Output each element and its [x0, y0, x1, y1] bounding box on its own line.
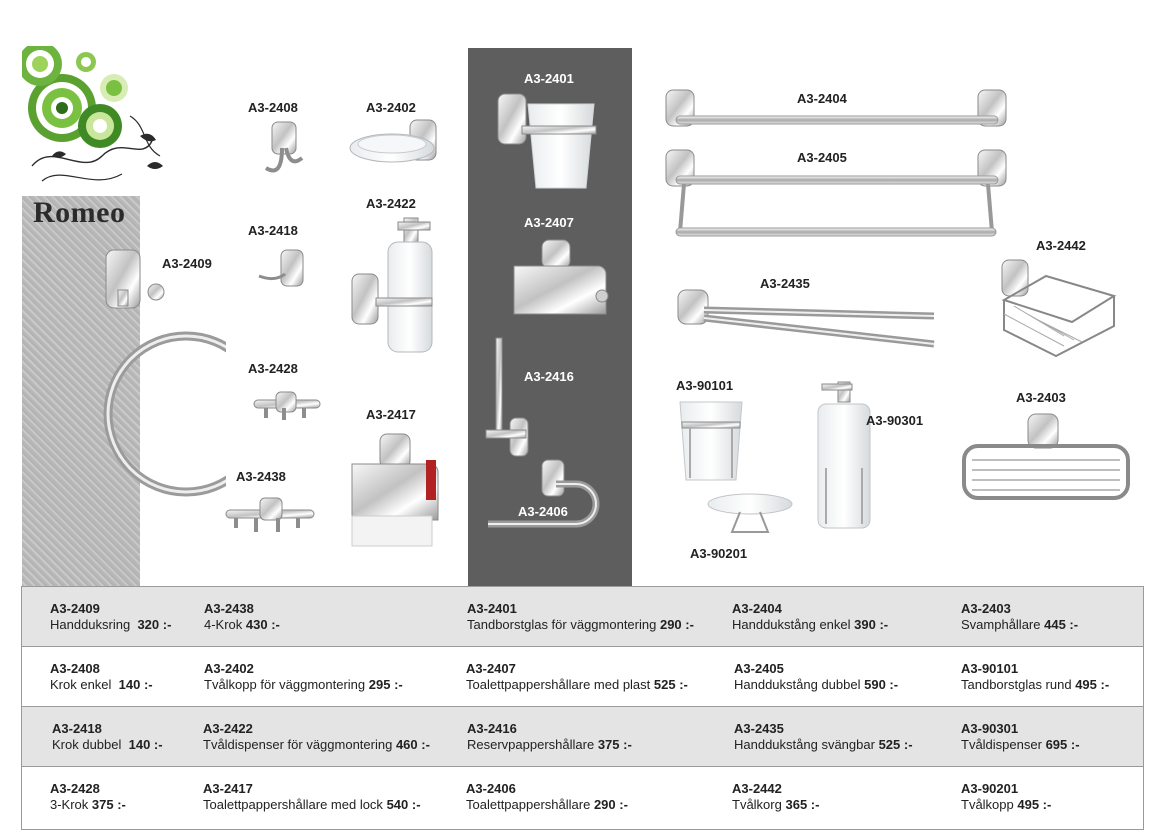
item-code: A3-2406 [466, 781, 516, 796]
soap-cup-image [704, 490, 798, 538]
price-cell [50, 601, 171, 633]
price-cell [466, 661, 688, 693]
item-description: Toalettpappershållare med lock [203, 797, 383, 812]
toilet-paper-holder-lid-image [344, 430, 444, 548]
item-description: Tandborstglas för väggmontering [467, 617, 657, 632]
item-price: 140 :- [118, 677, 153, 692]
item-code: A3-2405 [734, 661, 784, 676]
price-cell [961, 781, 1051, 813]
item-description: Krok enkel [50, 677, 112, 692]
item-price: 445 :- [1044, 617, 1079, 632]
item-code: A3-90301 [961, 721, 1019, 736]
product-code-label: A3-2404 [797, 91, 847, 106]
product-code-label: A3-90301 [866, 413, 924, 428]
price-cell [204, 601, 280, 633]
tumbler-wall-image [492, 88, 602, 196]
item-code: A3-2402 [204, 661, 254, 676]
item-code: A3-2428 [50, 781, 100, 796]
item-price: 525 :- [878, 737, 913, 752]
item-code: A3-2442 [732, 781, 782, 796]
item-price: 375 :- [91, 797, 126, 812]
freestanding-dispenser-image [812, 378, 876, 532]
price-cell [203, 721, 430, 753]
paper-holder-image [486, 456, 608, 536]
item-price: 320 :- [137, 617, 172, 632]
product-code-label: A3-2403 [1016, 390, 1066, 405]
product-code-label: A3-2442 [1036, 238, 1086, 253]
item-description: 3-Krok [50, 797, 89, 812]
round-tumbler-image [676, 398, 746, 484]
item-price: 540 :- [386, 797, 421, 812]
price-cell [467, 721, 632, 753]
product-code-label: A3-2402 [366, 100, 416, 115]
item-description: Tvålkorg [732, 797, 782, 812]
price-cell [961, 661, 1109, 693]
item-code: A3-90201 [961, 781, 1019, 796]
product-code-label: A3-2428 [248, 361, 298, 376]
item-description: Tvålkopp för väggmontering [204, 677, 366, 692]
item-price: 390 :- [854, 617, 889, 632]
price-cell [734, 721, 913, 753]
product-code-label: A3-2406 [518, 504, 568, 519]
item-code: A3-2404 [732, 601, 782, 616]
sponge-holder-image [958, 410, 1134, 510]
product-code-label: A3-2422 [366, 196, 416, 211]
item-code: A3-2403 [961, 601, 1011, 616]
item-price: 375 :- [597, 737, 632, 752]
item-description: Handduksring [50, 617, 131, 632]
item-price: 430 :- [245, 617, 280, 632]
item-price: 590 :- [864, 677, 899, 692]
item-description: Toalettpappershållare [466, 797, 591, 812]
single-hook-image [258, 118, 308, 186]
item-description: Tvåldispenser [961, 737, 1042, 752]
four-hook-image [222, 494, 318, 540]
triple-hook-image [250, 386, 324, 426]
product-code-label: A3-2435 [760, 276, 810, 291]
item-price: 460 :- [395, 737, 430, 752]
price-cell [467, 601, 694, 633]
item-description: Handdukstång dubbel [734, 677, 861, 692]
item-code: A3-2417 [203, 781, 253, 796]
brand-title: Romeo [33, 196, 126, 229]
table-row [22, 647, 1143, 707]
soap-basket-image [994, 256, 1120, 360]
item-code: A3-2435 [734, 721, 784, 736]
toilet-paper-holder-image [508, 236, 614, 322]
item-code: A3-2418 [52, 721, 102, 736]
item-price: 525 :- [653, 677, 688, 692]
product-code-label: A3-2416 [524, 369, 574, 384]
swirl-logo-graphic [22, 46, 172, 196]
product-code-label: A3-90101 [676, 378, 734, 393]
item-price: 290 :- [659, 617, 694, 632]
towel-ring-image [86, 244, 226, 499]
price-cell [203, 781, 421, 813]
product-code-label: A3-2409 [162, 256, 212, 271]
item-description: Tvålkopp [961, 797, 1014, 812]
product-code-label: A3-2417 [366, 407, 416, 422]
product-code-label: A3-2405 [797, 150, 847, 165]
double-hook-image [255, 244, 315, 300]
product-code-label: A3-2418 [248, 223, 298, 238]
item-description: Handdukstång enkel [732, 617, 851, 632]
swing-towel-bar-image [674, 286, 940, 352]
price-cell [50, 781, 126, 813]
price-cell [204, 661, 403, 693]
table-row [22, 707, 1143, 767]
item-description: Handdukstång svängbar [734, 737, 875, 752]
item-price: 495 :- [1017, 797, 1052, 812]
soap-dispenser-image [346, 214, 442, 356]
price-cell [961, 601, 1078, 633]
item-description: Tandborstglas rund [961, 677, 1072, 692]
item-code: A3-2407 [466, 661, 516, 676]
product-code-label: A3-2408 [248, 100, 298, 115]
price-cell [52, 721, 163, 753]
price-cell [961, 721, 1080, 753]
item-code: A3-2401 [467, 601, 517, 616]
item-description: Tvåldispenser för väggmontering [203, 737, 393, 752]
price-cell [732, 601, 888, 633]
table-row [22, 587, 1143, 647]
item-code: A3-90101 [961, 661, 1019, 676]
price-cell [734, 661, 898, 693]
item-price: 365 :- [785, 797, 820, 812]
item-price: 290 :- [593, 797, 628, 812]
item-description: Toalettpappershållare med plast [466, 677, 651, 692]
item-code: A3-2438 [204, 601, 254, 616]
item-code: A3-2422 [203, 721, 253, 736]
price-cell [732, 781, 819, 813]
item-code: A3-2408 [50, 661, 100, 676]
item-price: 495 :- [1075, 677, 1110, 692]
price-table [21, 586, 1144, 830]
item-code: A3-2416 [467, 721, 517, 736]
item-price: 295 :- [368, 677, 403, 692]
table-row [22, 767, 1143, 829]
product-code-label: A3-2407 [524, 215, 574, 230]
item-price: 140 :- [128, 737, 163, 752]
item-code: A3-2409 [50, 601, 100, 616]
item-description: 4-Krok [204, 617, 243, 632]
spare-roll-holder-image [484, 334, 534, 464]
item-description: Krok dubbel [52, 737, 122, 752]
product-code-label: A3-90201 [690, 546, 748, 561]
product-code-label: A3-2438 [236, 469, 286, 484]
soap-dish-image [346, 116, 446, 176]
item-description: Svamphållare [961, 617, 1041, 632]
price-cell [466, 781, 628, 813]
item-price: 695 :- [1045, 737, 1080, 752]
price-cell [50, 661, 153, 693]
item-description: Reservpappershållare [467, 737, 595, 752]
product-code-label: A3-2401 [524, 71, 574, 86]
